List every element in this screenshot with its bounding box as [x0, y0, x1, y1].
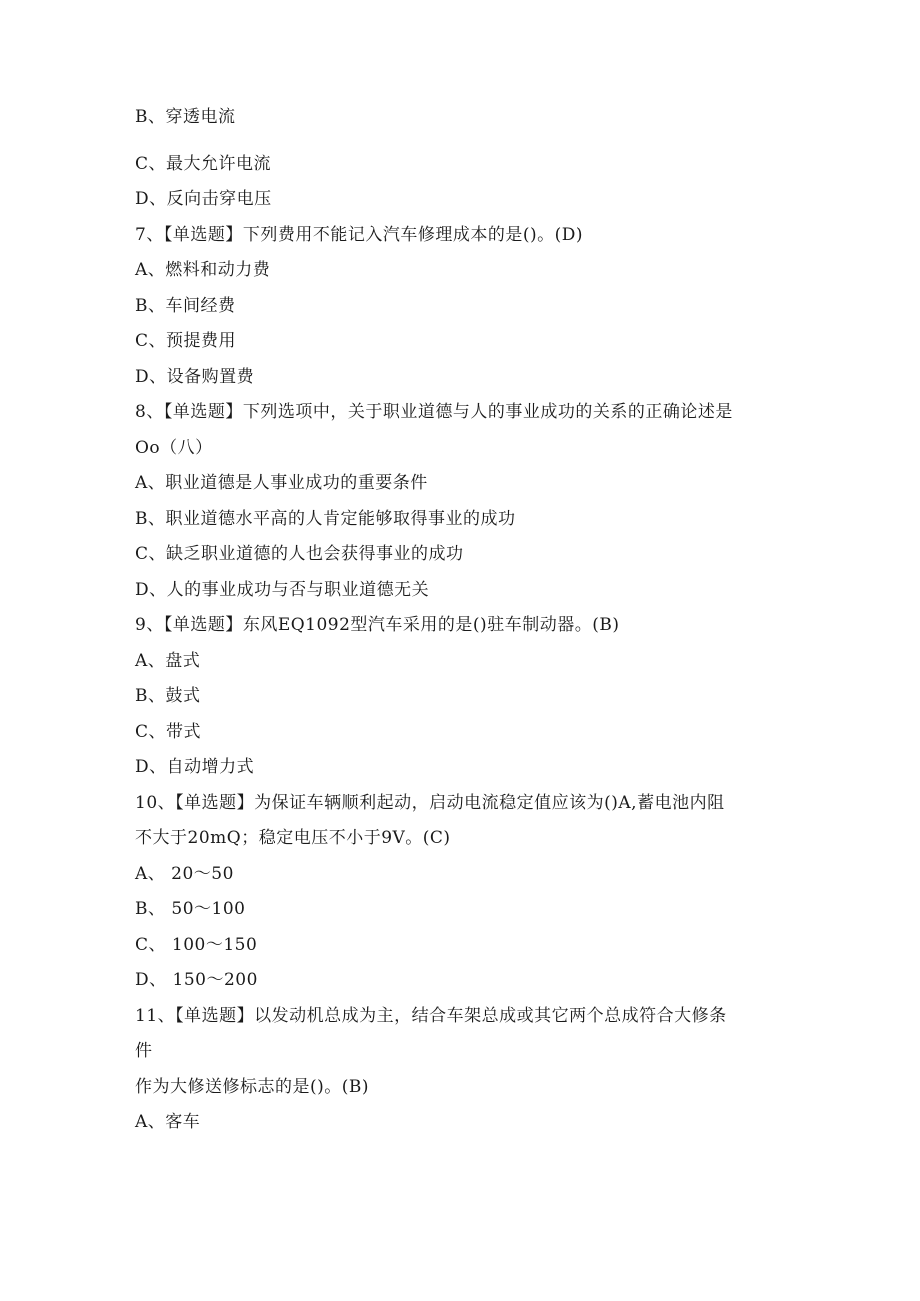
- question-10-continued: 不大于20mQ；稳定电压不小于9V。(C): [135, 828, 451, 848]
- q10-option-d: D、 150～200: [135, 970, 258, 990]
- question-11: 11、【单选题】以发动机总成为主，结合车架总成或其它两个总成符合大修条: [135, 1006, 727, 1026]
- question-9: 9、【单选题】东风EQ1092型汽车采用的是()驻车制动器。(B): [135, 615, 620, 635]
- q8-option-a: A、职业道德是人事业成功的重要条件: [135, 473, 428, 493]
- question-11-continued-2: 作为大修送修标志的是()。(B): [135, 1077, 370, 1097]
- q9-option-d: D、自动增力式: [135, 757, 255, 777]
- question-10: 10、【单选题】为保证车辆顺利起动，启动电流稳定值应该为()A,蓄电池内阻: [135, 793, 725, 813]
- q7-option-d: D、设备购置费: [135, 367, 255, 387]
- q10-option-c: C、 100～150: [135, 935, 258, 955]
- q8-option-b: B、职业道德水平高的人肯定能够取得事业的成功: [135, 509, 516, 529]
- option-d-reverse-voltage: D、反向击穿电压: [135, 189, 272, 209]
- option-c-max-current: C、最大允许电流: [135, 154, 272, 174]
- q9-option-c: C、带式: [135, 722, 202, 742]
- q10-option-a: A、 20～50: [135, 864, 234, 884]
- question-8-continued: Oo（八）: [135, 438, 213, 458]
- q9-option-b: B、鼓式: [135, 686, 201, 706]
- q8-option-d: D、人的事业成功与否与职业道德无关: [135, 580, 430, 600]
- q8-option-c: C、缺乏职业道德的人也会获得事业的成功: [135, 544, 464, 564]
- option-b-penetration-current: B、穿透电流: [135, 107, 236, 127]
- q10-option-b: B、 50～100: [135, 899, 246, 919]
- question-8: 8、【单选题】下列选项中，关于职业道德与人的事业成功的关系的正确论述是: [135, 402, 733, 422]
- q9-option-a: A、盘式: [135, 651, 201, 671]
- q7-option-c: C、预提费用: [135, 331, 237, 351]
- question-11-continued: 件: [135, 1041, 153, 1061]
- question-7: 7、【单选题】下列费用不能记入汽车修理成本的是()。(D): [135, 225, 583, 245]
- q11-option-a: A、客车: [135, 1112, 201, 1132]
- q7-option-b: B、车间经费: [135, 296, 236, 316]
- q7-option-a: A、燃料和动力费: [135, 260, 271, 280]
